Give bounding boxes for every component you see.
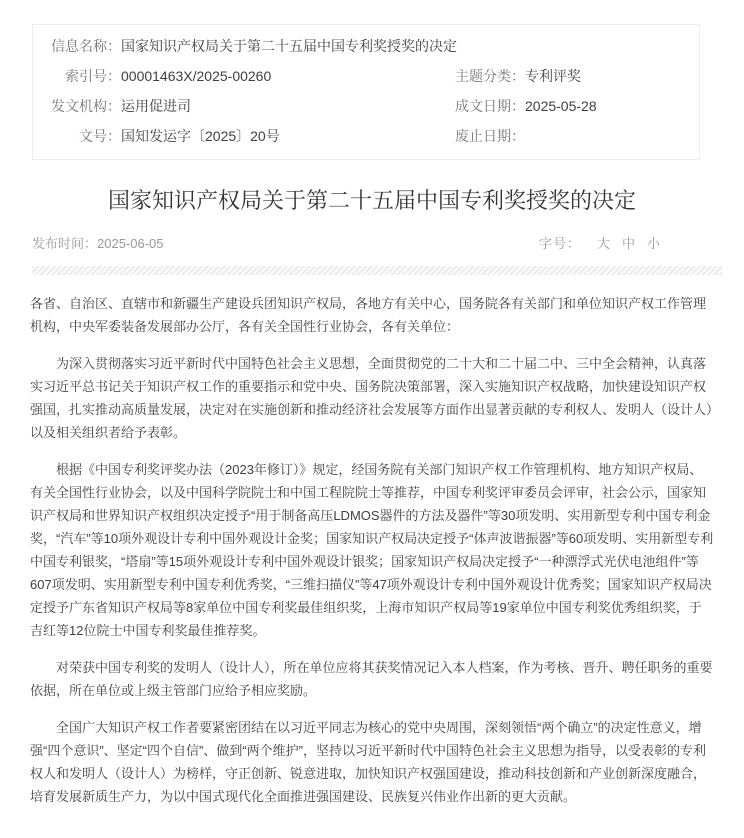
meta-row-docno-expire xyxy=(33,121,699,151)
paragraph-addressee: 各省、自治区、直辖市和新疆生产建设兵团知识产权局，各地方有关中心，国务院各有关部门和单位知识产权工作管理机构，中央军委装备发展部办公厅，各有关全国性行业协会，各有关单位： xyxy=(30,296,707,334)
font-size-label: 字号： xyxy=(538,236,581,251)
meta-pair-date xyxy=(451,91,699,121)
document-meta-box xyxy=(32,24,700,160)
meta-value-agency: 运用促进司 xyxy=(121,98,191,114)
meta-row-index-topic xyxy=(33,61,699,91)
meta-label-expire: 废止日期： xyxy=(455,128,525,144)
meta-value-info-name: 国家知识产权局关于第二十五届中国专利奖授奖的决定 xyxy=(121,38,457,54)
hatched-divider xyxy=(32,266,722,275)
font-size-medium-button[interactable]: 中 xyxy=(621,236,635,251)
meta-label-index: 索引号： xyxy=(65,68,121,84)
paragraph-closing-call: 全国广大知识产权工作者要紧密团结在以习近平同志为核心的党中央周围，深刻领悟“两个确立”的决定性意义，增强“四个意识”、坚定“四个自信”、做到“两个维护”，坚持以习近平新时代中国特色社会主义思想为指导，以受表彰的专利权人和发明人（设计人）为榜样，守正创新、锐意进取，加快知识产权强国建设，推动科技创新和产业创新深度融合，培育发展新质生产力，为以中国式现代化全面推进强国建设、民族复兴伟业作出新的更大贡献。 xyxy=(30,720,707,804)
meta-label-docno: 文号： xyxy=(79,128,121,144)
meta-value-docno: 国知发运字〔2025〕20号 xyxy=(121,128,280,144)
document-page xyxy=(0,24,744,808)
meta-value-index: 00001463X/2025-00260 xyxy=(121,68,272,84)
document-body xyxy=(30,292,714,808)
publish-time-value: 2025-06-05 xyxy=(97,236,164,251)
meta-row-info-name xyxy=(33,31,699,61)
font-size-control xyxy=(539,233,660,252)
meta-pair-index xyxy=(33,61,451,91)
publish-time xyxy=(32,233,164,252)
meta-value-date: 2025-05-28 xyxy=(525,98,597,114)
meta-pair-info-name xyxy=(33,31,699,61)
font-size-small-button[interactable]: 小 xyxy=(646,236,660,251)
meta-row-agency-date xyxy=(33,91,699,121)
meta-value-topic: 专利评奖 xyxy=(525,68,581,84)
publish-row xyxy=(32,233,660,252)
meta-pair-docno xyxy=(33,121,451,151)
meta-label-agency: 发文机构： xyxy=(51,98,121,114)
font-size-large-button[interactable]: 大 xyxy=(596,236,610,251)
meta-pair-agency xyxy=(33,91,451,121)
meta-pair-topic xyxy=(451,61,699,91)
publish-time-label: 发布时间： xyxy=(32,236,98,251)
meta-label-date: 成文日期： xyxy=(455,98,525,114)
meta-pair-expire xyxy=(451,121,699,151)
page-title: 国家知识产权局关于第二十五届中国专利奖授奖的决定 xyxy=(107,188,636,213)
paragraph-intent: 为深入贯彻落实习近平新时代中国特色社会主义思想，全面贯彻党的二十大和二十届二中、三中全会精神，认真落实习近平总书记关于知识产权工作的重要指示和党中央、国务院决策部署，深入实施知识产权战略，加快建设知识产权强国，扎实推动高质量发展，决定对在实施创新和推动经济社会发展等方面作出显著贡献的专利权人、发明人（设计人）以及相关组织者给予表彰。 xyxy=(30,356,713,440)
paragraph-award-decision: 根据《中国专利奖评奖办法（2023年修订）》规定，经国务院有关部门知识产权工作管理机构、地方知识产权局、有关全国性行业协会，以及中国科学院院士和中国工程院院士等推荐，中国专利奖评审委员会评审，社会公示，国家知识产权局和世界知识产权组织决定授予“用于制备高压LDMOS器件的方法及器件”等30项发明、实用新型专利中国专利金奖，“汽车”等10项外观设计专利中国外观设计金奖；国家知识产权局决定授予“体声波谐振器”等60项发明、实用新型专利中国专利银奖，“塔扇”等15项外观设计专利中国外观设计银奖；国家知识产权局决定授予“一种漂浮式光伏电池组件”等607项发明、实用新型专利中国专利优秀奖，“三维扫描仪”等47项外观设计专利中国外观设计优秀奖；国家知识产权局决定授予广东省知识产权局等8家单位中国专利奖最佳组织奖，上海市知识产权局等19家单位中国专利奖优秀组织奖，于吉红等12位院士中国专利奖最佳推荐奖。 xyxy=(30,462,714,638)
paragraph-inventor-record: 对荣获中国专利奖的发明人（设计人），所在单位应将其获奖情况记入本人档案，作为考核、晋升、聘任职务的重要依据，所在单位或上级主管部门应给予相应奖励。 xyxy=(30,660,713,698)
meta-label-info-name: 信息名称： xyxy=(51,38,121,54)
meta-label-topic: 主题分类： xyxy=(455,68,525,84)
